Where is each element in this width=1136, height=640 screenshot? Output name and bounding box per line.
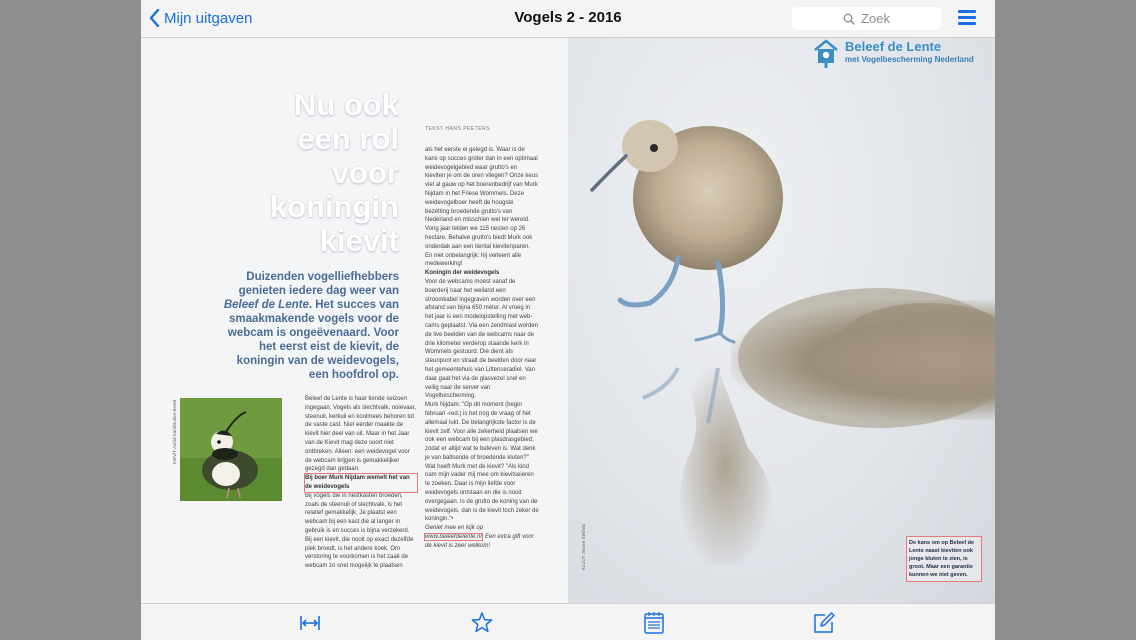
headline-line: voor [331, 155, 399, 190]
article-column-1 [305, 395, 417, 571]
paragraph: Murk Nijdam: "Op dit moment (begin februari -red.) is het nog de vraag of het allemaal lukt. De belangrijkste factor is de kievit zelf. Voor alle zekerheid plaatsen we ook een webcam bij een plasdrasgebied, zodat er altijd wat te beleven is. Wat denk je van baltsende of broedende kluten?" [425, 402, 538, 461]
closing-text: . Een extra gift voor de kievit is zeer welkom! [425, 534, 534, 549]
headline-line: Nu ook [293, 87, 399, 122]
closing-text: Geniet mee en kijk op [425, 525, 484, 532]
brand-tagline: met Vogelbescherming Nederland [845, 55, 974, 64]
photo-credit: KLUUT Jeroen Stel/Via [581, 524, 586, 571]
menu-icon[interactable] [958, 10, 976, 26]
subheading: Bij boer Murk Nijdam wemelt het van de weidevogels [305, 474, 417, 492]
mudflat-shore [731, 300, 995, 420]
fit-width-icon[interactable] [297, 610, 323, 636]
paragraph: Voor de webcams moest vanaf de boerderij naar het weiland een stroomkabel ingegraven worden over een afstand van bijna 650 meter. Al vroeg in het jaar is een modelopstelling met web-cams geplaatst. Via een zendmast worden de live beelden van de webcams naar de drie kilometer verderop staande kerk in Wommels gestuurd. Die dient als steunpunt en straalt de beelden door naar het gemeentehuis van Littenseradiel. Van daar gaat het via de glasvezel snel en veilig naar de server van Vogelbescherming. [425, 278, 538, 400]
reader-app [141, 0, 995, 640]
paragraph: Wat heeft Murk met de kievit? "Als kind nam mijn vader mij mee om kievitseieren te zoeken. Daar is mijn liefde voor weidevogels ontstaan en die is nooit overgegaan. Is de grutto de koning van de weidevogels, dan is de kievit toch zeker de koningin."• [425, 463, 539, 523]
bottom-toolbar [141, 603, 995, 640]
intro-paragraph: Beleef de Lente is haar tiende seizoen ingegaan. Vogels als slechtvalk, ooievaar, steenuil, kerkuil en koolmees behoren tot de vaste cast. Niet eerder maakte de kievit hier deel van uit. Maar in het Jaar van de Kievit mag deze soort niet ontbreken. Alleen: een weidevogel voor de webcam krijgen is gemakkelijker gezegd dan gedaan. [305, 396, 417, 473]
paragraph: als het eerste ei gelegd is. Waar is de kans op succes groter dan in een optimaal weidevogelgebied waar grutto's en kieviten je om de oren vliegen? Onze keus viel al gauw op het boerenbedrijf van Murk Nijdam in het Friese Wommels. Deze weidevogelboer heeft de hoogste bezetting broedende grutto's van Nederland en misschien wel ter wereld. Vorig jaar telden we 115 nesten op 26 hectare. Behalve grutto's biedt Murk ook onderdak aan een tiental kievitenparen. En niet onbelangrijk: hij verleent alle medewerking! [425, 147, 539, 268]
brand-name: Beleef de Lente [845, 39, 942, 54]
photo-caption: De kans om op Beleef de Lente naast kieviten ook jonge kluten te zien, is groot. Maar een garantie kunnen we niet geven. [907, 537, 981, 581]
lede-text: Duizenden vogelliefhebbers genieten iedere dag weer van [238, 271, 399, 297]
byline: TEKST HANS PEETERS [425, 126, 491, 132]
birdhouse-icon [813, 39, 839, 69]
article-lede [223, 270, 399, 382]
paragraph: Bij vogels die in nestkasten broeden, zoals de steenuil of slechtvalk, is het relatief gemakkelijk. Je plaatst een webcam bij een kast die al langer in gebruik is en succes is bijna verzekerd. Bij een kievit, die nooit op exact dezelfde plek broedt, is het andere koek. Om verstoring te voorkomen is het zaak de webcam zo snel mogelijk te plaatsen [305, 492, 414, 570]
lede-italic: Beleef de Lente [223, 299, 309, 311]
navigation-bar [141, 0, 995, 38]
photo-credit: KIEVIT Astrid Kant/Buiten-Beeld [172, 400, 177, 465]
search-input[interactable] [792, 7, 941, 30]
subheading: Koningin der weidevogels [425, 270, 500, 277]
article-column-2 [425, 146, 539, 551]
lapwing-photo [180, 398, 282, 501]
star-icon[interactable] [469, 610, 495, 636]
back-button-label: Mijn uitgaven [164, 9, 253, 27]
lede-text: . Het succes van smaakmakende vogels voor de webcam is ongeëvenaard. Voor het eerst eist de kievit, de koningin van de weidevogels, een hoofdrol op. [227, 299, 399, 381]
headline-line: een rol [297, 121, 399, 156]
website-link[interactable]: www.beleefdelente.nl [425, 534, 482, 541]
closing-note [425, 524, 539, 550]
search-placeholder: Zoek [861, 11, 890, 26]
article-headline [241, 88, 399, 258]
notes-icon[interactable] [641, 610, 667, 636]
headline-line: kievit [319, 223, 399, 258]
magazine-spread[interactable] [141, 38, 995, 603]
headline-line: koningin [269, 189, 399, 224]
brand-logo [813, 38, 983, 72]
edit-icon[interactable] [811, 610, 837, 636]
search-icon [843, 13, 855, 25]
page-title: Vogels 2 - 2016 [514, 9, 622, 26]
